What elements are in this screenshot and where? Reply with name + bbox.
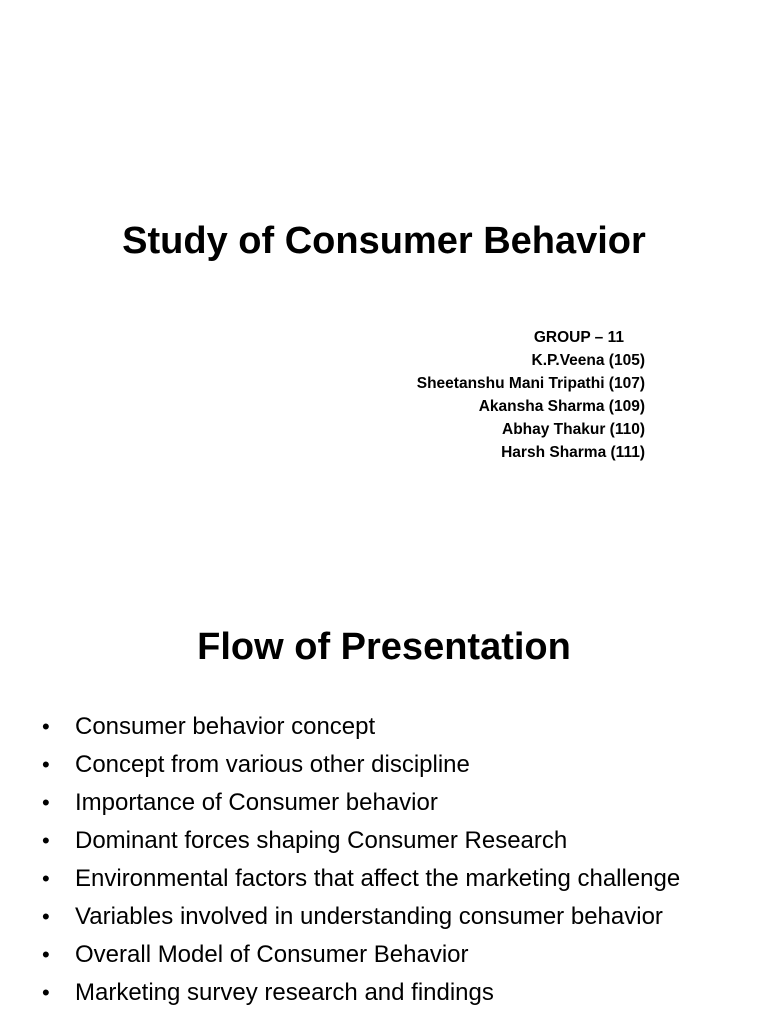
list-item bbox=[42, 825, 742, 856]
bullet-icon: • bbox=[42, 866, 50, 891]
flow-title: Flow of Presentation bbox=[197, 626, 571, 668]
flow-slide bbox=[0, 576, 768, 1024]
list-item-text: Dominant forces shaping Consumer Research bbox=[75, 827, 568, 854]
member-name: K.P.Veena (105) bbox=[531, 352, 645, 369]
list-item bbox=[42, 749, 742, 780]
bullet-icon: • bbox=[42, 828, 50, 853]
member-name: Abhay Thakur (110) bbox=[502, 421, 645, 438]
bullet-icon: • bbox=[42, 942, 50, 967]
list-item bbox=[42, 863, 742, 894]
list-item-text: Environmental factors that affect the marketing challenge bbox=[75, 865, 681, 892]
list-item-text: Importance of Consumer behavior bbox=[75, 789, 438, 816]
bullet-icon: • bbox=[42, 790, 50, 815]
bullet-icon: • bbox=[42, 980, 50, 1005]
list-item-text: Overall Model of Consumer Behavior bbox=[75, 941, 469, 968]
list-item bbox=[42, 787, 742, 818]
presentation-title: Study of Consumer Behavior bbox=[122, 220, 646, 262]
list-item bbox=[42, 939, 742, 970]
bullet-icon: • bbox=[42, 904, 50, 929]
bullet-icon: • bbox=[42, 752, 50, 777]
list-item-text: Consumer behavior concept bbox=[75, 713, 376, 740]
bullet-list bbox=[42, 711, 742, 1015]
bullet-icon: • bbox=[42, 714, 50, 739]
group-members-block bbox=[417, 326, 645, 464]
list-item bbox=[42, 901, 742, 932]
group-label: GROUP – 11 bbox=[533, 329, 624, 346]
member-name: Sheetanshu Mani Tripathi (107) bbox=[416, 375, 645, 392]
list-item-text: Variables involved in understanding consumer behavior bbox=[75, 903, 663, 930]
list-item-text: Marketing survey research and findings bbox=[75, 979, 494, 1006]
list-item bbox=[42, 977, 742, 1008]
member-name: Akansha Sharma (109) bbox=[478, 398, 645, 415]
member-name: Harsh Sharma (111) bbox=[501, 444, 645, 461]
list-item-text: Concept from various other discipline bbox=[75, 751, 470, 778]
list-item bbox=[42, 711, 742, 742]
